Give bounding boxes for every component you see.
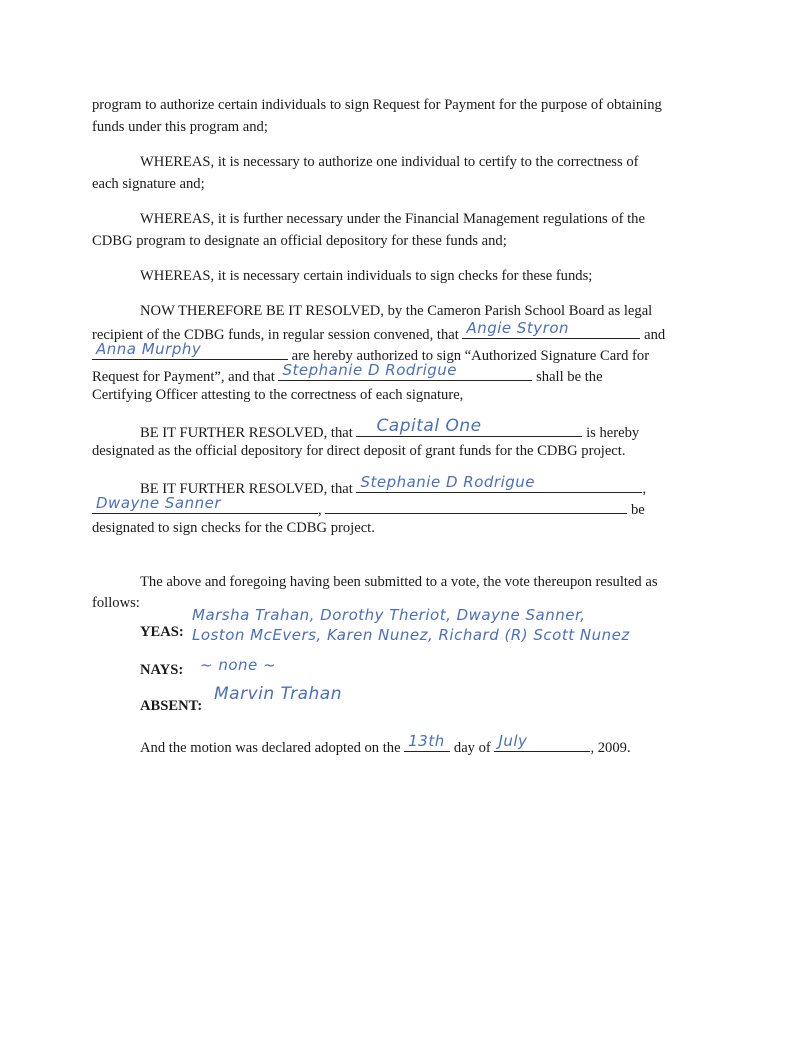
whereas-3-line-1: WHEREAS, it is necessary certain individuals to sign checks for these funds; xyxy=(140,268,593,284)
adoption-text-1: And the motion was declared adopted on the xyxy=(140,740,401,756)
check-signer-3-field[interactable] xyxy=(325,497,627,514)
intro-line-1: program to authorize certain individuals to sign Request for Payment for the purpose of obtaining xyxy=(92,97,662,113)
absent-row xyxy=(92,696,780,717)
certifying-officer-field[interactable] xyxy=(278,361,532,381)
resolved-3-text: BE IT FURTHER RESOLVED, that xyxy=(140,481,353,497)
resolved-1-line-5: Certifying Officer attesting to the correctness of each signature, xyxy=(92,387,464,403)
whereas-2-line-1: WHEREAS, it is further necessary under the Financial Management regulations of the xyxy=(140,211,645,227)
yeas-handwriting-line-2: Loston McEvers, Karen Nunez, Richard (R) Scott Nunez xyxy=(192,626,630,644)
signer-2-handwriting: Anna Murphy xyxy=(96,340,202,358)
signer-2-field[interactable] xyxy=(92,340,288,360)
depository-handwriting: Capital One xyxy=(376,416,482,436)
resolved-1-line-1: NOW THEREFORE BE IT RESOLVED, by the Cameron Parish School Board as legal xyxy=(140,303,653,319)
check-signer-1-handwriting: Stephanie D Rodrigue xyxy=(360,473,535,491)
resolved-1-line-3-text: are hereby authorized to sign “Authorized Signature Card for xyxy=(291,348,650,364)
check-signer-2-field[interactable] xyxy=(92,494,318,514)
resolved-1-line-4-text: Request for Payment”, and that xyxy=(92,369,275,385)
adoption-text-2: day of xyxy=(453,740,491,756)
adoption-year: , 2009. xyxy=(590,740,631,756)
depository-field[interactable] xyxy=(356,416,582,437)
resolved-1-and: and xyxy=(644,327,666,343)
nays-row xyxy=(92,660,780,681)
adoption-day-field[interactable] xyxy=(404,732,450,752)
resolved-1-shall-be: shall be the xyxy=(536,369,603,385)
resolved-3-comma-1: , xyxy=(642,481,647,497)
adoption-month-field[interactable] xyxy=(494,732,590,752)
absent-handwriting: Marvin Trahan xyxy=(214,684,342,704)
resolved-3-comma-2: , xyxy=(318,502,322,518)
nays-label: NAYS: xyxy=(140,662,184,678)
vote-intro-line-1: The above and foregoing having been submitted to a vote, the vote thereupon resulted as xyxy=(140,574,658,590)
resolved-3-be: be xyxy=(630,502,645,518)
whereas-1-line-1: WHEREAS, it is necessary to authorize one individual to certify to the correctness of xyxy=(140,154,639,170)
certifying-officer-handwriting: Stephanie D Rodrigue xyxy=(282,361,457,379)
whereas-1-line-2: each signature and; xyxy=(92,176,205,192)
absent-label: ABSENT: xyxy=(140,698,203,714)
resolved-2-text: BE IT FURTHER RESOLVED, that xyxy=(140,425,353,441)
adoption-line xyxy=(92,732,780,759)
resolved-3-line-3: designated to sign checks for the CDBG project. xyxy=(92,520,375,536)
adoption-month-handwriting: July xyxy=(498,732,528,750)
whereas-2-line-2: CDBG program to designate an official depository for these funds and; xyxy=(92,233,507,249)
check-signer-1-field[interactable] xyxy=(356,473,642,493)
signer-1-handwriting: Angie Styron xyxy=(466,319,570,337)
check-signer-2-handwriting: Dwayne Sanner xyxy=(96,494,222,512)
resolved-2-is-hereby: is hereby xyxy=(586,425,640,441)
adoption-day-handwriting: 13th xyxy=(408,732,445,750)
intro-line-2: funds under this program and; xyxy=(92,119,268,135)
yeas-label: YEAS: xyxy=(140,624,184,640)
resolved-1-line-2-text: recipient of the CDBG funds, in regular session convened, that xyxy=(92,327,459,343)
resolved-2-line-2: designated as the official depository for direct deposit of grant funds for the CDBG project. xyxy=(92,443,626,459)
vote-intro-line-2: follows: xyxy=(92,595,140,611)
nays-handwriting: ~ none ~ xyxy=(200,656,277,674)
yeas-handwriting-line-1: Marsha Trahan, Dorothy Theriot, Dwayne Sanner, xyxy=(192,606,586,624)
signer-1-field[interactable] xyxy=(462,319,640,339)
